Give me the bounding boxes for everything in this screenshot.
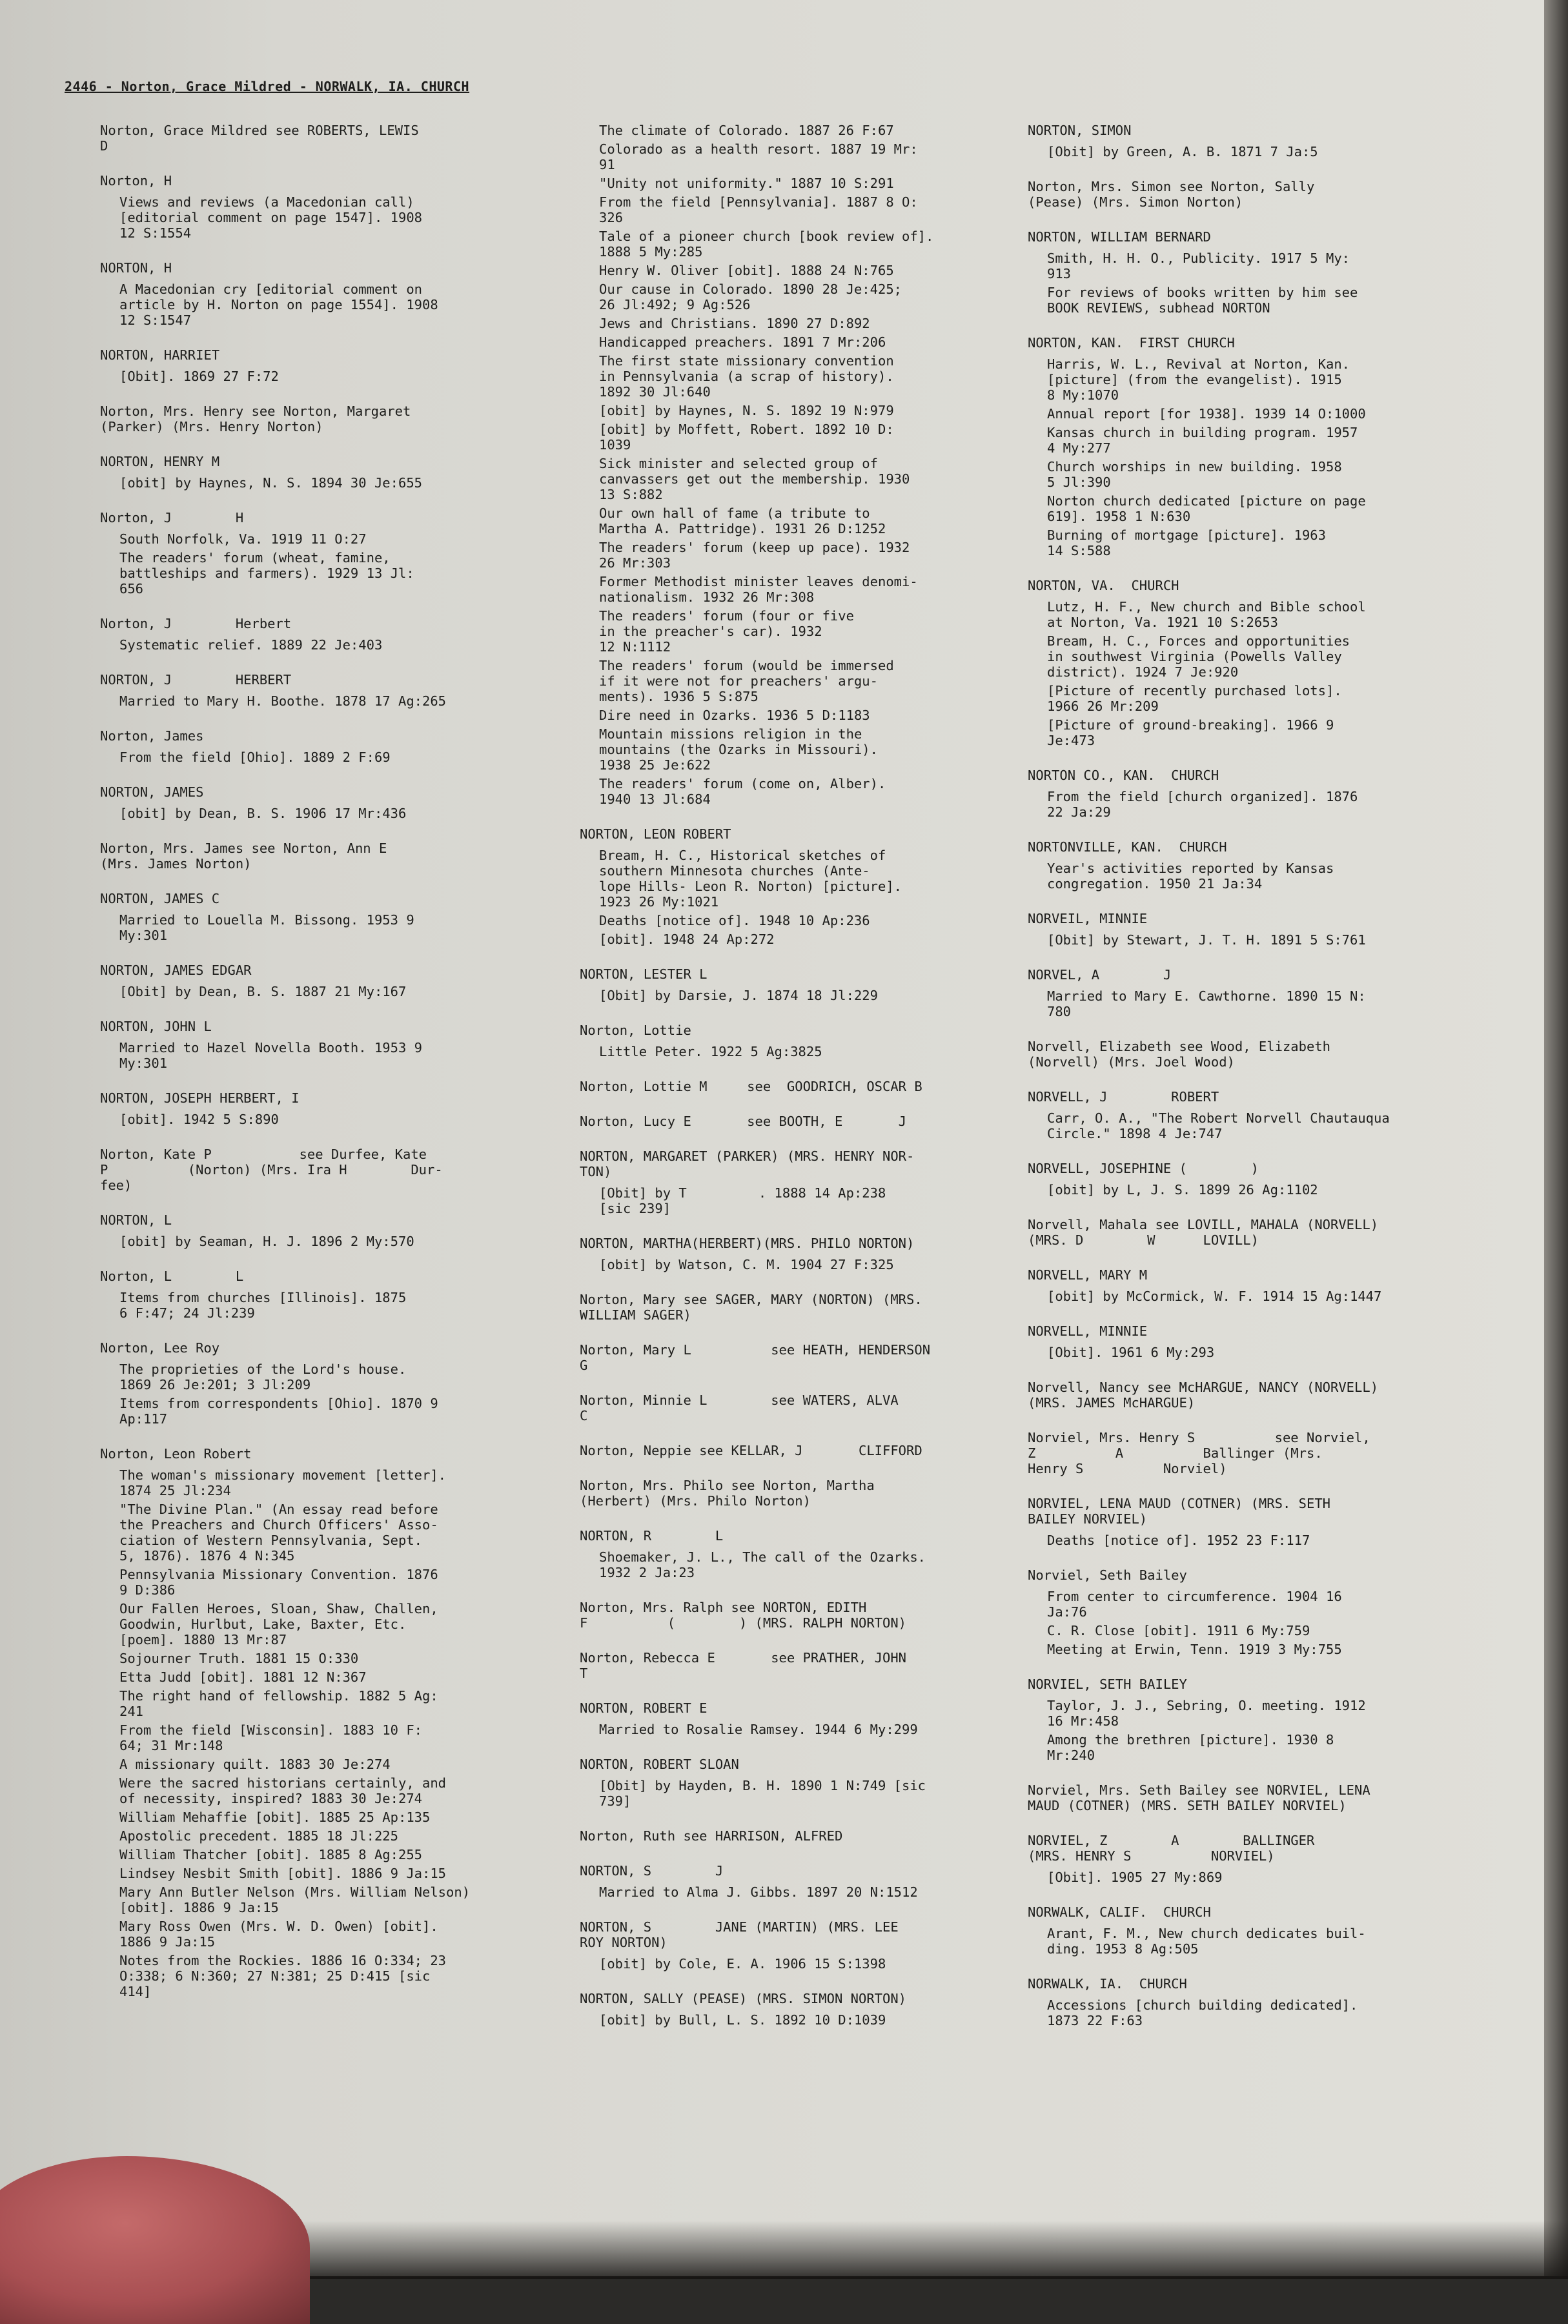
entry-citation: The right hand of fellowship. 1882 5 Ag: 241 (119, 1688, 438, 1719)
entry-heading: NORTON, JOHN L (100, 1019, 212, 1034)
entry-citation: [Obit] by T . 1888 14 Ap:238 [sic 239] (599, 1185, 886, 1216)
entry-heading: NORTON, VA. CHURCH (1028, 578, 1179, 593)
index-entry (1028, 578, 1480, 748)
index-entry (580, 1023, 1044, 1059)
index-entry (580, 1342, 1044, 1373)
index-entry (1028, 1430, 1480, 1476)
entry-heading: NORTON, S J (580, 1863, 724, 1879)
entry-citation: [Obit] by Green, A. B. 1871 7 Ja:5 (1047, 144, 1318, 159)
entry-heading: Norton, Mrs. James see Norton, Ann E (Mrs. James Norton) (100, 841, 387, 872)
entry-citation: Colorado as a health resort. 1887 19 Mr: 91 (599, 141, 918, 172)
entry-heading: NORTON, ROBERT SLOAN (580, 1757, 739, 1772)
entry-citation: [obit] by Dean, B. S. 1906 17 Mr:436 (119, 806, 407, 821)
entry-heading: NORTON, MARGARET (PARKER) (MRS. HENRY NOR- TON) (580, 1148, 915, 1179)
entry-citation: [Obit] by Darsie, J. 1874 18 Jl:229 (599, 988, 878, 1003)
index-entry (100, 841, 575, 872)
entry-citation: Year's activities reported by Kansas congregation. 1950 21 Ja:34 (1047, 861, 1334, 892)
column-3 (1028, 123, 1480, 2048)
index-entry (580, 966, 1044, 1003)
index-entry (100, 1090, 575, 1127)
entry-citation: Lutz, H. F., New church and Bible school at Norton, Va. 1921 10 S:2653 (1047, 599, 1366, 630)
entry-heading: Norton, James (100, 728, 204, 744)
entry-citation: [Obit]. 1905 27 My:869 (1047, 1870, 1223, 1885)
entry-citation: "The Divine Plan." (An essay read before the Preachers and Church Officers' Asso- ciation of Western Pennsylvania, Sept. 5, 1876). 1876 4 N:345 (119, 1502, 438, 1564)
entry-heading: NORTON, H (100, 260, 172, 276)
entry-citation: Dire need in Ozarks. 1936 5 D:1183 (599, 708, 870, 723)
index-entry (100, 1019, 575, 1071)
entry-heading: NORTON, J HERBERT (100, 672, 292, 688)
entry-citation: Bream, H. C., Historical sketches of southern Minnesota churches (Ante- lope Hills- Leon R. Norton) [picture]. 1923 26 My:1021 (599, 848, 902, 910)
entry-citation: Our Fallen Heroes, Sloan, Shaw, Challen, Goodwin, Hurlbut, Lake, Baxter, Etc. [poem]. 1880 13 Mr:87 (119, 1601, 438, 1647)
index-entry (1028, 229, 1480, 316)
entry-heading: Norviel, Mrs. Henry S see Norviel, Z A Ballinger (Mrs. Henry S Norviel) (1028, 1430, 1370, 1476)
index-entry (580, 123, 1044, 807)
index-entry (1028, 1161, 1480, 1198)
entry-heading: NORWALK, IA. CHURCH (1028, 1976, 1187, 1992)
entry-heading: NORTON, LEON ROBERT (580, 826, 731, 842)
entry-heading: NORTON, R L (580, 1528, 724, 1544)
entry-heading: NORTON, SIMON (1028, 123, 1132, 138)
index-entry (580, 1292, 1044, 1323)
index-entry (100, 510, 575, 596)
index-entry (1028, 1496, 1480, 1548)
entry-citation: Carr, O. A., "The Robert Norvell Chautauqua Circle." 1898 4 Je:747 (1047, 1110, 1390, 1141)
entry-heading: Norton, Lottie M see GOODRICH, OSCAR B (580, 1079, 922, 1094)
index-entry (1028, 1904, 1480, 1957)
index-entry (580, 826, 1044, 947)
entry-citation: [Obit] by Dean, B. S. 1887 21 My:167 (119, 984, 407, 999)
entry-citation: Arant, F. M., New church dedicates buil- ding. 1953 8 Ag:505 (1047, 1926, 1366, 1957)
entry-citation: From the field [church organized]. 1876 22 Ja:29 (1047, 789, 1358, 820)
entry-heading: Norton, Mary L see HEATH, HENDERSON G (580, 1342, 931, 1373)
entry-heading: NORVIEL, SETH BAILEY (1028, 1677, 1187, 1692)
page-header: 2446 - Norton, Grace Mildred - NORWALK, IA. CHURCH (65, 79, 470, 94)
index-entry (100, 616, 575, 653)
index-entry (1028, 335, 1480, 558)
entry-heading: Norton, Grace Mildred see ROBERTS, LEWIS D (100, 123, 419, 154)
index-entry (580, 1650, 1044, 1681)
entry-heading: Norton, Mrs. Simon see Norton, Sally (Pease) (Mrs. Simon Norton) (1028, 179, 1315, 210)
entry-citation: From the field [Ohio]. 1889 2 F:69 (119, 749, 391, 765)
index-entry (100, 891, 575, 943)
entry-heading: NORVIEL, Z A BALLINGER (MRS. HENRY S NORVIEL) (1028, 1833, 1315, 1864)
entry-citation: Items from churches [Illinois]. 1875 6 F:47; 24 Jl:239 (119, 1290, 407, 1321)
entry-citation: Accessions [church building dedicated]. 1873 22 F:63 (1047, 1997, 1358, 2028)
entry-heading: Norton, J Herbert (100, 616, 292, 631)
entry-citation: [obit]. 1948 24 Ap:272 (599, 932, 775, 947)
entry-heading: Norton, Neppie see KELLAR, J CLIFFORD (580, 1443, 922, 1458)
entry-citation: Apostolic precedent. 1885 18 Jl:225 (119, 1828, 398, 1844)
entry-citation: From center to circumference. 1904 16 Ja:76 (1047, 1589, 1342, 1620)
entry-citation: Church worships in new building. 1958 5 Jl:390 (1047, 459, 1342, 490)
entry-citation: Taylor, J. J., Sebring, O. meeting. 1912 16 Mr:458 (1047, 1698, 1366, 1729)
index-entry (580, 1991, 1044, 2028)
entry-citation: Mary Ann Butler Nelson (Mrs. William Nelson) [obit]. 1886 9 Ja:15 (119, 1884, 471, 1915)
index-entry (1028, 1567, 1480, 1657)
entry-citation: The climate of Colorado. 1887 26 F:67 (599, 123, 894, 138)
entry-heading: Norton, Lee Roy (100, 1340, 220, 1356)
entry-citation: William Thatcher [obit]. 1885 8 Ag:255 (119, 1847, 422, 1862)
entry-citation: [obit] by Cole, E. A. 1906 15 S:1398 (599, 1956, 886, 1972)
entry-heading: Norton, Mrs. Henry see Norton, Margaret (Parker) (Mrs. Henry Norton) (100, 403, 411, 434)
index-entry (100, 1446, 575, 1999)
index-entry (100, 347, 575, 384)
entry-heading: Norton, Minnie L see WATERS, ALVA C (580, 1392, 899, 1423)
entry-citation: For reviews of books written by him see BOOK REVIEWS, subhead NORTON (1047, 285, 1358, 316)
index-entry (1028, 1089, 1480, 1141)
entry-citation: Meeting at Erwin, Tenn. 1919 3 My:755 (1047, 1642, 1342, 1657)
index-entry (580, 1114, 1044, 1129)
entry-heading: Norton, Leon Robert (100, 1446, 252, 1462)
index-entry (100, 123, 575, 154)
entry-heading: NORVIEL, LENA MAUD (COTNER) (MRS. SETH BAILEY NORVIEL) (1028, 1496, 1330, 1527)
index-entry (100, 1147, 575, 1193)
index-entry (580, 1700, 1044, 1737)
entry-citation: Views and reviews (a Macedonian call) [editorial comment on page 1547]. 1908 12 S:1554 (119, 194, 422, 241)
column-2 (580, 123, 1044, 2047)
entry-citation: The readers' forum (would be immersed if it were not for preachers' argu- ments). 1936 5 S:875 (599, 658, 894, 704)
entry-citation: [obit] by Haynes, N. S. 1892 19 N:979 (599, 403, 894, 418)
entry-heading: Norton, Mrs. Ralph see NORTON, EDITH F ( ) (MRS. RALPH NORTON) (580, 1600, 907, 1631)
entry-heading: NORVELL, J ROBERT (1028, 1089, 1219, 1105)
entry-citation: Kansas church in building program. 1957 4 My:277 (1047, 425, 1358, 456)
index-entry (100, 1212, 575, 1249)
entry-heading: Norton, Mrs. Philo see Norton, Martha (Herbert) (Mrs. Philo Norton) (580, 1478, 875, 1509)
entry-citation: The readers' forum (come on, Alber). 1940 13 Jl:684 (599, 776, 886, 807)
entry-citation: Married to Louella M. Bissong. 1953 9 My:301 (119, 912, 414, 943)
entry-citation: [obit]. 1942 5 S:890 (119, 1112, 279, 1127)
entry-citation: The readers' forum (wheat, famine, battleships and farmers). 1929 13 Jl: 656 (119, 550, 414, 596)
entry-heading: Norton, Ruth see HARRISON, ALFRED (580, 1828, 843, 1844)
index-entry (100, 454, 575, 491)
entry-citation: Harris, W. L., Revival at Norton, Kan. [picture] (from the evangelist). 1915 8 My:1070 (1047, 356, 1350, 403)
index-entry (1028, 1267, 1480, 1304)
index-entry (1028, 1039, 1480, 1070)
index-entry (580, 1528, 1044, 1580)
entry-citation: Former Methodist minister leaves denomi- nationalism. 1932 26 Mr:308 (599, 574, 918, 605)
entry-citation: [Picture of ground-breaking]. 1966 9 Je:473 (1047, 717, 1334, 748)
entry-heading: NORTON, LESTER L (580, 966, 708, 982)
entry-citation: From the field [Pennsylvania]. 1887 8 O: 326 (599, 194, 918, 225)
entry-citation: A Macedonian cry [editorial comment on article by H. Norton on page 1554]. 1908 12 S:1547 (119, 281, 438, 328)
index-entry (1028, 839, 1480, 892)
entry-citation: The first state missionary convention in Pennsylvania (a scrap of history). 1892 30 Jl:640 (599, 353, 894, 400)
entry-citation: Norton church dedicated [picture on page 619]. 1958 1 N:630 (1047, 493, 1366, 524)
entry-citation: Married to Mary H. Boothe. 1878 17 Ag:265 (119, 693, 447, 709)
entry-citation: Annual report [for 1938]. 1939 14 O:1000 (1047, 406, 1366, 422)
entry-citation: Sojourner Truth. 1881 15 O:330 (119, 1651, 359, 1666)
entry-citation: South Norfolk, Va. 1919 11 O:27 (119, 531, 367, 547)
index-entry (580, 1236, 1044, 1272)
index-entry (1028, 911, 1480, 948)
entry-heading: NORTON, KAN. FIRST CHURCH (1028, 335, 1235, 351)
entry-citation: Among the brethren [picture]. 1930 8 Mr:240 (1047, 1732, 1334, 1763)
index-entry (1028, 179, 1480, 210)
entry-citation: [obit] by L, J. S. 1899 26 Ag:1102 (1047, 1182, 1318, 1198)
entry-citation: Deaths [notice of]. 1948 10 Ap:236 (599, 913, 870, 928)
entry-citation: C. R. Close [obit]. 1911 6 My:759 (1047, 1623, 1310, 1638)
entry-heading: NORTON, S JANE (MARTIN) (MRS. LEE ROY NORTON) (580, 1919, 899, 1950)
entry-heading: Norvell, Nancy see McHARGUE, NANCY (NORVELL) (MRS. JAMES McHARGUE) (1028, 1380, 1379, 1411)
index-entry (580, 1079, 1044, 1094)
entry-citation: Deaths [notice of]. 1952 23 F:117 (1047, 1533, 1310, 1548)
index-entry (580, 1863, 1044, 1900)
entry-citation: Notes from the Rockies. 1886 16 O:334; 23 O:338; 6 N:360; 27 N:381; 25 D:415 [sic 414] (119, 1953, 447, 1999)
entry-citation: Shoemaker, J. L., The call of the Ozarks. 1932 2 Ja:23 (599, 1549, 926, 1580)
index-entry (580, 1478, 1044, 1509)
entry-heading: Norton, Mary see SAGER, MARY (NORTON) (MRS. WILLIAM SAGER) (580, 1292, 922, 1323)
entry-citation: Our cause in Colorado. 1890 28 Je:425; 26 Jl:492; 9 Ag:526 (599, 281, 902, 312)
entry-citation: Jews and Christians. 1890 27 D:892 (599, 316, 870, 331)
index-entry (1028, 1323, 1480, 1360)
entry-heading: Norvell, Mahala see LOVILL, MAHALA (NORVELL) (MRS. D W LOVILL) (1028, 1217, 1379, 1248)
entry-heading: NORTON, JOSEPH HERBERT, I (100, 1090, 300, 1106)
index-entry (100, 173, 575, 241)
entry-citation: From the field [Wisconsin]. 1883 10 F: 64; 31 Mr:148 (119, 1722, 422, 1753)
entry-heading: Norton, Lucy E see BOOTH, E J (580, 1114, 907, 1129)
entry-heading: NORVELL, JOSEPHINE ( ) (1028, 1161, 1259, 1176)
entry-heading: NORVEL, A J (1028, 967, 1172, 983)
entry-citation: Married to Mary E. Cawthorne. 1890 15 N: 780 (1047, 988, 1366, 1019)
entry-citation: The readers' forum (keep up pace). 1932 26 Mr:303 (599, 540, 910, 571)
entry-heading: NORTONVILLE, KAN. CHURCH (1028, 839, 1227, 855)
entry-heading: NORTON, MARTHA(HERBERT)(MRS. PHILO NORTON) (580, 1236, 915, 1251)
entry-citation: Married to Alma J. Gibbs. 1897 20 N:1512 (599, 1884, 918, 1900)
entry-citation: [obit] by Moffett, Robert. 1892 10 D: 1039 (599, 422, 894, 453)
entry-citation: Bream, H. C., Forces and opportunities in southwest Virginia (Powells Valley district). 1924 7 Je:920 (1047, 633, 1350, 680)
entry-citation: Married to Rosalie Ramsey. 1944 6 My:299 (599, 1722, 918, 1737)
index-entry (100, 784, 575, 821)
entry-citation: The woman's missionary movement [letter]. 1874 25 Jl:234 (119, 1467, 447, 1498)
index-entry (1028, 1677, 1480, 1763)
entry-citation: Tale of a pioneer church [book review of]. 1888 5 My:285 (599, 229, 934, 260)
index-entry (1028, 123, 1480, 159)
index-entry (1028, 768, 1480, 820)
index-entry (1028, 1380, 1480, 1411)
index-entry (1028, 1976, 1480, 2028)
entry-heading: NORTON, JAMES EDGAR (100, 963, 252, 978)
index-entry (580, 1600, 1044, 1631)
column-1 (100, 123, 575, 2019)
entry-citation: [Obit] by Stewart, J. T. H. 1891 5 S:761 (1047, 932, 1366, 948)
entry-citation: The readers' forum (four or five in the preacher's car). 1932 12 N:1112 (599, 608, 854, 655)
entry-heading: NORTON, HARRIET (100, 347, 220, 363)
entry-citation: William Mehaffie [obit]. 1885 25 Ap:135 (119, 1809, 431, 1825)
index-entry (100, 672, 575, 709)
entry-citation: Items from correspondents [Ohio]. 1870 9 Ap:117 (119, 1396, 438, 1427)
index-entry (580, 1828, 1044, 1844)
entry-citation: [obit] by McCormick, W. F. 1914 15 Ag:1447 (1047, 1289, 1382, 1304)
entry-citation: Mountain missions religion in the mountains (the Ozarks in Missouri). 1938 25 Je:622 (599, 726, 878, 773)
entry-heading: Norviel, Mrs. Seth Bailey see NORVIEL, LENA MAUD (COTNER) (MRS. SETH BAILEY NORVIEL) (1028, 1782, 1370, 1813)
entry-heading: NORTON, ROBERT E (580, 1700, 708, 1716)
index-entry (100, 728, 575, 765)
entry-citation: "Unity not uniformity." 1887 10 S:291 (599, 176, 894, 191)
entry-citation: [obit] by Seaman, H. J. 1896 2 My:570 (119, 1234, 414, 1249)
index-entry (100, 260, 575, 328)
index-entry (580, 1148, 1044, 1216)
entry-heading: NORVELL, MINNIE (1028, 1323, 1148, 1339)
entry-citation: Sick minister and selected group of canvassers get out the membership. 1930 13 S:882 (599, 456, 910, 502)
entry-citation: The proprieties of the Lord's house. 1869 26 Je:201; 3 Jl:209 (119, 1361, 407, 1392)
index-entry (1028, 1217, 1480, 1248)
entry-citation: [Picture of recently purchased lots]. 1966 26 Mr:209 (1047, 683, 1342, 714)
entry-heading: NORTON, SALLY (PEASE) (MRS. SIMON NORTON) (580, 1991, 907, 2006)
entry-citation: Mary Ross Owen (Mrs. W. D. Owen) [obit]. 1886 9 Ja:15 (119, 1919, 438, 1950)
index-entry (100, 963, 575, 999)
entry-heading: Norton, J H (100, 510, 244, 525)
entry-citation: Were the sacred historians certainly, and of necessity, inspired? 1883 30 Je:274 (119, 1775, 447, 1806)
entry-heading: Norton, Lottie (580, 1023, 691, 1038)
entry-citation: A missionary quilt. 1883 30 Je:274 (119, 1757, 391, 1772)
entry-citation: [obit] by Bull, L. S. 1892 10 D:1039 (599, 2012, 886, 2028)
entry-citation: Systematic relief. 1889 22 Je:403 (119, 637, 383, 653)
entry-heading: NORTON, HENRY M (100, 454, 220, 469)
entry-heading: NORTON, WILLIAM BERNARD (1028, 229, 1211, 245)
page-edge (1544, 0, 1568, 2276)
entry-citation: Smith, H. H. O., Publicity. 1917 5 My: 913 (1047, 250, 1350, 281)
entry-heading: NORVEIL, MINNIE (1028, 911, 1148, 926)
index-entry (580, 1392, 1044, 1423)
entry-citation: Married to Hazel Novella Booth. 1953 9 My:301 (119, 1040, 422, 1071)
entry-heading: NORWALK, CALIF. CHURCH (1028, 1904, 1211, 1920)
entry-citation: Burning of mortgage [picture]. 1963 14 S:588 (1047, 527, 1326, 558)
entry-citation: [Obit] by Hayden, B. H. 1890 1 N:749 [sic 739] (599, 1778, 926, 1809)
entry-heading: Norton, Rebecca E see PRATHER, JOHN T (580, 1650, 907, 1681)
index-entry (580, 1919, 1044, 1972)
entry-citation: Our own hall of fame (a tribute to Martha A. Pattridge). 1931 26 D:1252 (599, 505, 886, 536)
entry-heading: Norviel, Seth Bailey (1028, 1567, 1187, 1583)
index-entry (100, 1269, 575, 1321)
entry-citation: [Obit]. 1961 6 My:293 (1047, 1345, 1215, 1360)
entry-citation: [Obit]. 1869 27 F:72 (119, 369, 279, 384)
entry-heading: NORTON CO., KAN. CHURCH (1028, 768, 1219, 783)
index-entry (580, 1757, 1044, 1809)
entry-heading: Norvell, Elizabeth see Wood, Elizabeth (Norvell) (Mrs. Joel Wood) (1028, 1039, 1330, 1070)
entry-heading: NORTON, JAMES (100, 784, 204, 800)
entry-heading: NORVELL, MARY M (1028, 1267, 1148, 1283)
index-entry (1028, 1782, 1480, 1813)
index-entry (580, 1443, 1044, 1458)
entry-citation: Henry W. Oliver [obit]. 1888 24 N:765 (599, 263, 894, 278)
entry-citation: Pennsylvania Missionary Convention. 1876 9 D:386 (119, 1567, 438, 1598)
entry-heading: Norton, H (100, 173, 172, 189)
index-entry (1028, 1833, 1480, 1885)
entry-citation: Lindsey Nesbit Smith [obit]. 1886 9 Ja:15 (119, 1866, 447, 1881)
index-entry (100, 1340, 575, 1427)
entry-heading: Norton, L L (100, 1269, 244, 1284)
entry-citation: Etta Judd [obit]. 1881 12 N:367 (119, 1669, 367, 1685)
entry-heading: NORTON, JAMES C (100, 891, 220, 906)
entry-citation: [obit] by Watson, C. M. 1904 27 F:325 (599, 1257, 894, 1272)
entry-citation: Handicapped preachers. 1891 7 Mr:206 (599, 334, 886, 350)
index-entry (100, 403, 575, 434)
entry-citation: [obit] by Haynes, N. S. 1894 30 Je:655 (119, 475, 422, 491)
index-entry (1028, 967, 1480, 1019)
entry-heading: Norton, Kate P see Durfee, Kate P (Norton) (Mrs. Ira H Dur- fee) (100, 1147, 443, 1193)
entry-citation: Little Peter. 1922 5 Ag:3825 (599, 1044, 822, 1059)
entry-heading: NORTON, L (100, 1212, 172, 1228)
